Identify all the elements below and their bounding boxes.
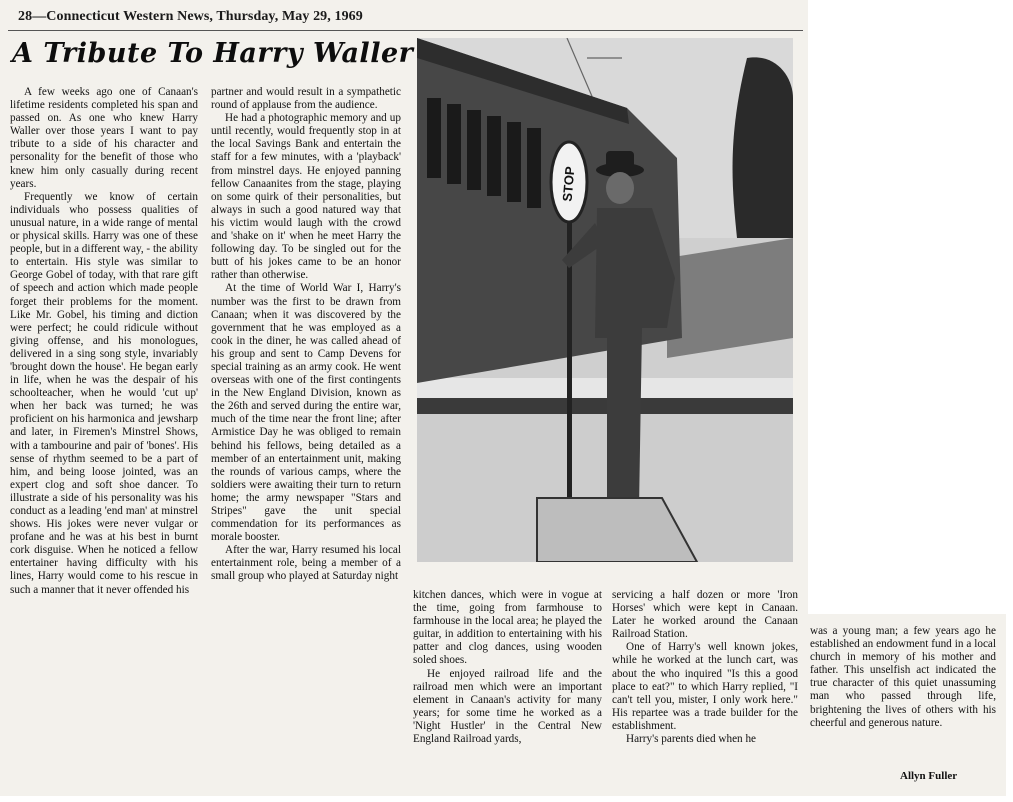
paragraph: servicing a half dozen or more 'Iron Horses' which were kept in Canaan. Later he worked around the Canaan Railroad Station. (612, 589, 798, 641)
masthead-rule (8, 30, 803, 31)
article-column-1 (10, 86, 198, 786)
photo-fence (667, 238, 793, 358)
article-column-4 (612, 589, 798, 789)
paragraph: At the time of World War I, Harry's number was the first to be drawn from Canaan; when it was discovered by the government that he was employed as a cook in the diner, he was called ahead of his group and sent to Camp Devens for special training as an army cook. He went overseas with one of the first contingents in the New England Division, known as the 26th and served during the entire war, much of the time near the front line; after Armistice Day he was obliged to remain behind his fellows, being detailed as a member of an entertainment unit, making the rounds of various camps, where the soldiers were awaiting their turn to return home; the army newspaper "Stars and Stripes" gave the unit special commendation for its performances as morale booster. (211, 282, 401, 544)
paragraph: He had a photographic memory and up until recently, would frequently stop in at the local Savings Bank and entertain the staff for a few minutes, with a 'playback' from minstrel days. He enjoyed panning fellow Canaanites from the stage, playing on some quirk of their personalities, but always in such a good natured way that his victim would laugh with the crowd and 'shake on it' when he meet Harry the following day. To be singled out for the butt of his jokes came to be an honor rather than otherwise. (211, 112, 401, 282)
article-column-3 (413, 589, 602, 789)
paragraph: kitchen dances, which were in vogue at the time, going from farmhouse to farmhouse in the local area; he played the guitar, in addition to entertaining with his patter and clog dances, using wooden soled shoes. (413, 589, 602, 667)
photo-stop-sign-text: STOP (559, 165, 578, 203)
paragraph: Harry's parents died when he (626, 733, 757, 746)
railroad-photo (417, 38, 793, 562)
paragraph: One of Harry's well known jokes, while he worked at the lunch cart, was about the who inquired "Is this a good place to eat?" to which Harry replied, "I can't tell you, mister, I only work here." His repartee was a trade builder for the establishment. (612, 641, 798, 732)
paragraph: Frequently we know of certain individuals who possess qualities of unusual nature, in a wide range of mental or physical skills. Harry was one of these people, but in a different way, - the ability to entertain. His style was similar to George Gobel of today, with that rare gift of speech and action which made people forget their problems for the moment. Like Mr. Gobel, his timing and diction were perfect; he could ridicule without giving offense, and his monologues, delivered in a sing song style, invariably 'brought down the house'. He began early in life, when he was the despair of his schoolteacher, when he would 'cut up' when her back was turned; he was proficient on his harmonica and jewsharp and later, in Firemen's Minstrel Shows, with a tambourine and pair of 'bones'. His sense of rhythm seemed to be a part of him, and being loose jointed, was an expert clog and soft shoe dancer. To illustrate a side of his personality was his conduct as a leading 'end man' at minstrel shows. His jokes were never vulgar or profane and he was at his best in burnt cork disguise. When he noticed a fellow entertainer having difficulty with his lines, Harry would come to his rescue in such a manner that it never offended his (10, 190, 198, 596)
paragraph: After the war, Harry resumed his local entertainment role, being a member of a small group who played at Saturday night (211, 544, 401, 583)
article-column-2 (211, 86, 401, 786)
article-column-5 (810, 625, 996, 775)
paragraph: A few weeks ago one of Canaan's lifetime residents completed his span and passed on. As one who knew Harry Waller over those years I want to pay tribute to a side of his character and personality for the benefit of those who knew him only casually during recent years. (10, 86, 198, 190)
paragraph: partner and would result in a sympathetic round of applause from the audience. (211, 86, 401, 112)
paragraph: was a young man; a few years ago he established an endowment fund in a local church in memory of his mother and father. This unselfish act indicated the true character of this quiet unassuming man who passed through life, brightening the lives of others with his cheerful and generous nature. (810, 625, 996, 729)
author-signature: Allyn Fuller (900, 770, 958, 782)
headline: A Tribute To Harry Waller (12, 38, 414, 69)
photo-platform-edge (417, 398, 793, 414)
masthead: 28—Connecticut Western News, Thursday, May 29, 1969 (18, 9, 363, 24)
photo-tree (733, 57, 793, 238)
paragraph: He enjoyed railroad life and the railroad men which were an important element in Canaan's activity for many years; for some time he worked as a 'Night Hustler' in the Central New England Railroad yards, (413, 667, 602, 746)
